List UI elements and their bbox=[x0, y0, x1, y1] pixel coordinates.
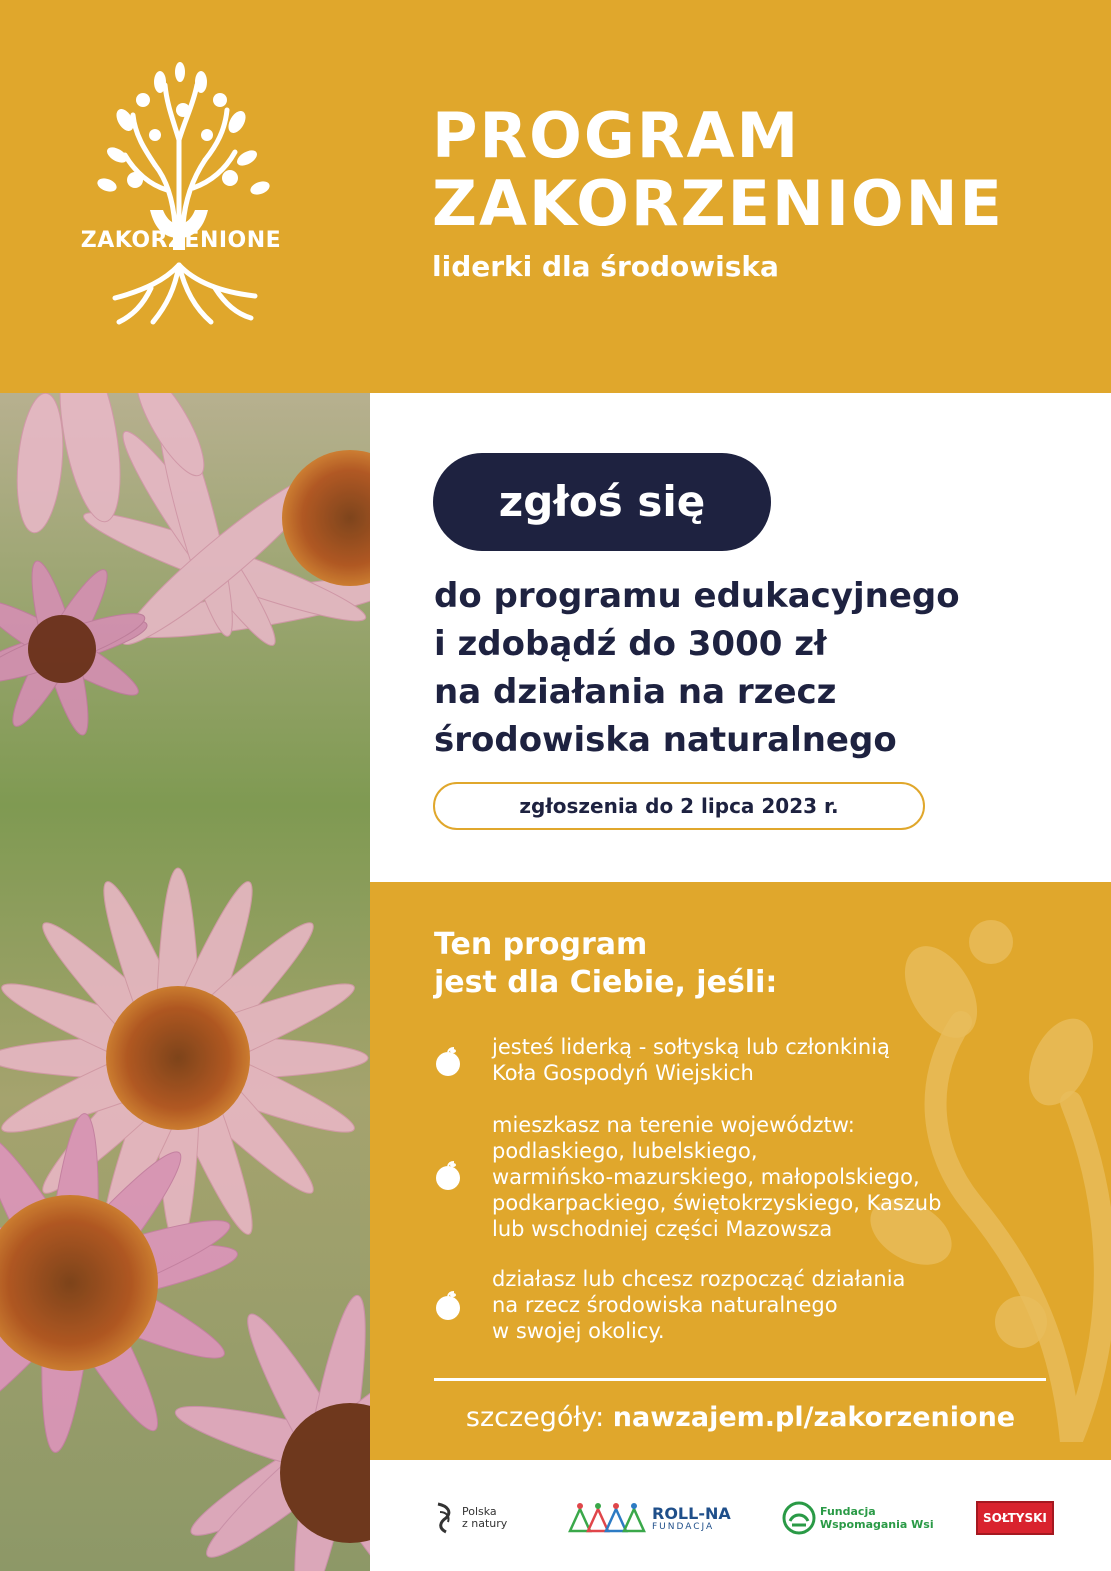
eligibility-section bbox=[370, 882, 1111, 1460]
page-subtitle: liderki dla środowiska bbox=[432, 250, 779, 283]
apple-icon bbox=[434, 1160, 462, 1190]
list-item-line: podlaskiego, lubelskiego, bbox=[492, 1139, 758, 1163]
roll-na-figures-icon bbox=[568, 1501, 648, 1535]
deadline-badge: zgłoszenia do 2 lipca 2023 r. bbox=[433, 782, 925, 830]
polska-line-1: Polska bbox=[462, 1505, 497, 1518]
title-line-2: ZAKORZENIONE bbox=[432, 167, 1004, 240]
roll-na-sub: FUNDACJA bbox=[652, 1521, 715, 1532]
tree-logo-icon bbox=[55, 60, 315, 340]
list-item-text bbox=[492, 1112, 941, 1242]
eligibility-title bbox=[434, 926, 777, 1002]
coneflower-photo bbox=[0, 393, 370, 1571]
list-item-line: działasz lub chcesz rozpocząć działania bbox=[492, 1267, 906, 1291]
details-link[interactable] bbox=[370, 1402, 1111, 1433]
details-label: szczegóły: bbox=[465, 1402, 613, 1433]
title-line-1: PROGRAM bbox=[432, 99, 801, 172]
grant-amount: do 3000 zł bbox=[628, 624, 827, 664]
list-item-line: w swojej okolicy. bbox=[492, 1319, 665, 1343]
list-item-line: Koła Gospodyń Wiejskich bbox=[492, 1061, 754, 1085]
lead-line-2 bbox=[434, 620, 960, 668]
list-item-line: mieszkasz na terenie województw: bbox=[492, 1113, 855, 1137]
flower-image bbox=[0, 393, 370, 1571]
polska-z-natury-logo bbox=[434, 1498, 507, 1538]
apple-icon bbox=[434, 1290, 462, 1320]
details-url[interactable]: nawzajem.pl/zakorzenione bbox=[612, 1402, 1016, 1433]
list-item-line: na rzecz środowiska naturalnego bbox=[492, 1293, 838, 1317]
lead-line-4: środowiska naturalnego bbox=[434, 720, 897, 760]
roll-na-logo bbox=[568, 1498, 731, 1538]
soltyski-logo bbox=[976, 1498, 1054, 1538]
fundacja-wspomagania-wsi-logo bbox=[782, 1498, 934, 1538]
polska-line-2: z natury bbox=[462, 1517, 508, 1530]
apply-button[interactable]: zgłoś się bbox=[433, 453, 771, 551]
list-item-line: lub wschodniej części Mazowsza bbox=[492, 1217, 833, 1241]
logo-wordmark: ZAKORZENIONE bbox=[80, 228, 282, 253]
soltyski-label: SOŁTYSKI bbox=[976, 1501, 1054, 1535]
list-item-text bbox=[492, 1034, 890, 1086]
list-item-line: warmińsko-mazurskiego, małopolskiego, bbox=[492, 1165, 920, 1189]
eligibility-title-line-2: jest dla Ciebie, jeśli: bbox=[434, 965, 778, 1000]
lead-line-1: do programu edukacyjnego bbox=[434, 576, 960, 616]
sponsor-logos bbox=[370, 1460, 1111, 1571]
fww-line-1: Fundacja bbox=[820, 1505, 876, 1518]
roll-na-name: ROLL-NA bbox=[652, 1503, 731, 1523]
divider bbox=[434, 1378, 1046, 1381]
fww-emblem-icon bbox=[782, 1501, 816, 1535]
fww-line-2: Wspomagania Wsi bbox=[820, 1518, 934, 1531]
list-item-line: podkarpackiego, świętokrzyskiego, Kaszub bbox=[492, 1191, 942, 1215]
eligibility-title-line-1: Ten program bbox=[434, 927, 648, 962]
page-title bbox=[432, 99, 1004, 240]
lead-line-3: na działania na rzecz bbox=[434, 672, 837, 712]
apple-icon bbox=[434, 1046, 462, 1076]
list-item-text bbox=[492, 1266, 905, 1344]
polska-leaf-icon bbox=[434, 1500, 456, 1536]
program-description bbox=[434, 572, 960, 764]
lead-line-2-prefix: i zdobądź bbox=[434, 624, 629, 664]
list-item-line: jesteś liderką - sołtyską lub członkinią bbox=[492, 1035, 890, 1059]
header-banner bbox=[0, 0, 1111, 393]
